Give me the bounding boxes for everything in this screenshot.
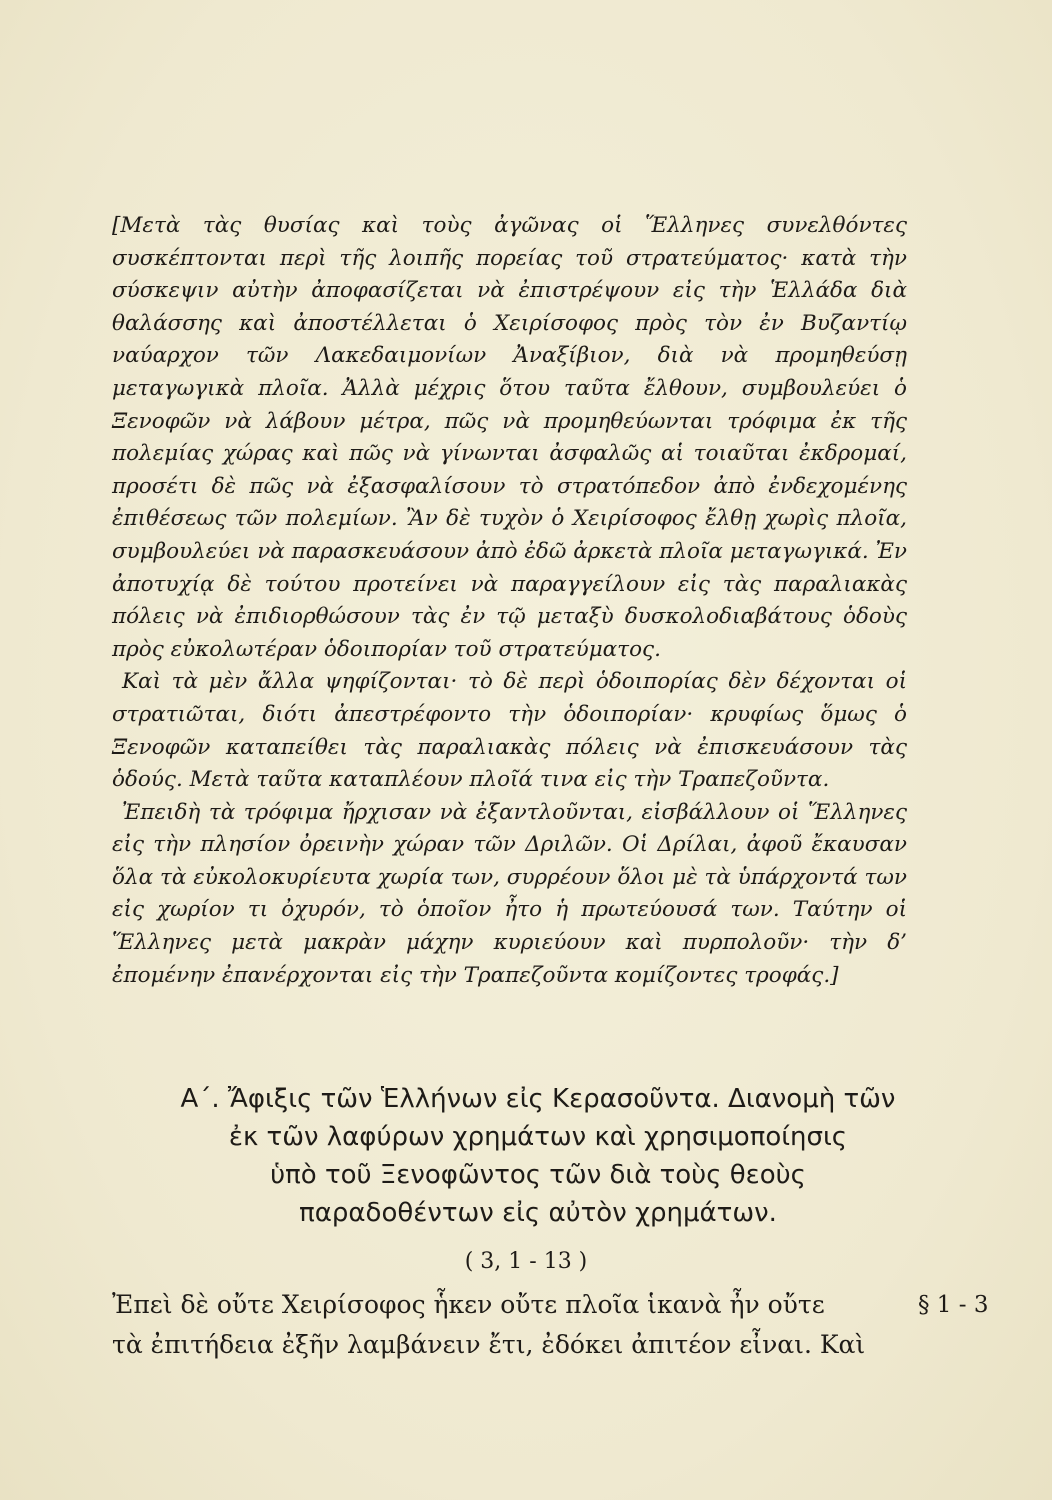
section-heading [148, 1080, 928, 1232]
heading-line: Α΄. Ἄφιξις τῶν Ἑλλήνων εἰς Κερασοῦντα. Διανομὴ τῶν [180, 1084, 896, 1114]
greek-text [112, 1285, 912, 1365]
heading-line: ἐκ τῶν λαφύρων χρημάτων καὶ χρησιμοποίησις [228, 1122, 848, 1152]
section-reference: ( 3, 1 - 13 ) [464, 1249, 588, 1274]
heading-line: ὑπὸ τοῦ Ξενοφῶντος τῶν διὰ τοὺς θεοὺς [270, 1160, 806, 1190]
summary-paragraph: Ἐπειδὴ τὰ τρόφιμα ἤρχισαν νὰ ἐξαντλοῦνται, εἰσβάλλουν οἱ Ἕλληνες εἰς τὴν πλησίον ὀρεινὴν χώραν τῶν Δριλῶν. Οἱ Δρίλαι, ἀφοῦ ἔκαυσαν ὅλα τὰ εὐκολοκυρίευτα χωρία των, συρρέουν ὅλοι μὲ τὰ ὑπάρχοντά των εἰς χωρίον τι ὀχυρόν, τὸ ὁποῖον ἦτο ἡ πρωτεύουσά των. Ταύτην οἱ Ἕλληνες μετὰ μακρὰν μάχην κυριεύουν καὶ πυρπολοῦν· τὴν δ’ ἐπομένην ἐπανέρχονται εἰς τὴν Τραπεζοῦντα κομίζοντες τροφάς.] [112, 799, 907, 988]
summary-paragraph: [Μετὰ τὰς θυσίας καὶ τοὺς ἀγῶνας οἱ Ἕλληνες συνελθόντες συσκέπτονται περὶ τῆς λοιπῆς πορείας τοῦ στρατεύματος· κατὰ τὴν σύσκεψιν αὐτὴν ἀποφασίζεται νὰ ἐπιστρέψουν εἰς τὴν Ἑλλάδα διὰ θαλάσσης καὶ ἀποστέλλεται ὁ Χειρίσοφος πρὸς τὸν ἐν Βυζαντίῳ ναύαρχον τῶν Λακεδαιμονίων Ἀναξίβιον, διὰ νὰ προμηθεύσῃ μεταγωγικὰ πλοῖα. Ἀλλὰ μέχρις ὅτου ταῦτα ἔλθουν, συμβουλεύει ὁ Ξενοφῶν νὰ λάβουν μέτρα, πῶς νὰ προμηθεύωνται τρόφιμα ἐκ τῆς πολεμίας χώρας καὶ πῶς νὰ γίνωνται ἀσφαλῶς αἱ τοιαῦται ἐκδρομαί, προσέτι δὲ πῶς νὰ ἐξασφαλίσουν τὸ στρατόπεδον ἀπὸ ἐνδεχομένης ἐπιθέσεως τῶν πολεμίων. Ἂν δὲ τυχὸν ὁ Χειρίσοφος ἔλθῃ χωρὶς πλοῖα, συμβουλεύει νὰ παρασκευάσουν ἀπὸ ἐδῶ ἀρκετὰ πλοῖα μεταγωγικά. Ἐν ἀποτυχίᾳ δὲ τούτου προτείνει νὰ παραγγείλουν εἰς τὰς παραλιακὰς πόλεις νὰ ἐπιδιορθώσουν τὰς ἐν τῷ μεταξὺ δυσκολοδιαβάτους ὁδοὺς πρὸς εὐκολωτέραν ὁδοιπορίαν τοῦ στρατεύματος. [112, 213, 908, 662]
chapter-summary [112, 210, 907, 992]
text-line: τὰ ἐπιτήδεια ἐξῆν λαμβάνειν ἔτι, ἐδόκει ἀπιτέον εἶναι. Καὶ [112, 1330, 866, 1359]
heading-line: παραδοθέντων εἰς αὐτὸν χρημάτων. [299, 1198, 777, 1228]
summary-paragraph: Καὶ τὰ μὲν ἄλλα ψηφίζονται· τὸ δὲ περὶ ὁδοιπορίας δὲν δέχονται οἱ στρατιῶται, διότι ἀπεστρέφοντο τὴν ὁδοιπορίαν· κρυφίως ὅμως ὁ Ξενοφῶν καταπείθει τὰς παραλιακὰς πόλεις νὰ ἐπισκευάσουν τὰς ὁδούς. Μετὰ ταῦτα καταπλέουν πλοῖά τινα εἰς τὴν Τραπεζοῦντα. [112, 669, 907, 793]
marginal-note: § 1 - 3 [918, 1292, 989, 1318]
text-line: Ἐπεὶ δὲ οὔτε Χειρίσοφος ἧκεν οὔτε πλοῖα ἱκανὰ ἦν οὔτε [112, 1290, 825, 1319]
